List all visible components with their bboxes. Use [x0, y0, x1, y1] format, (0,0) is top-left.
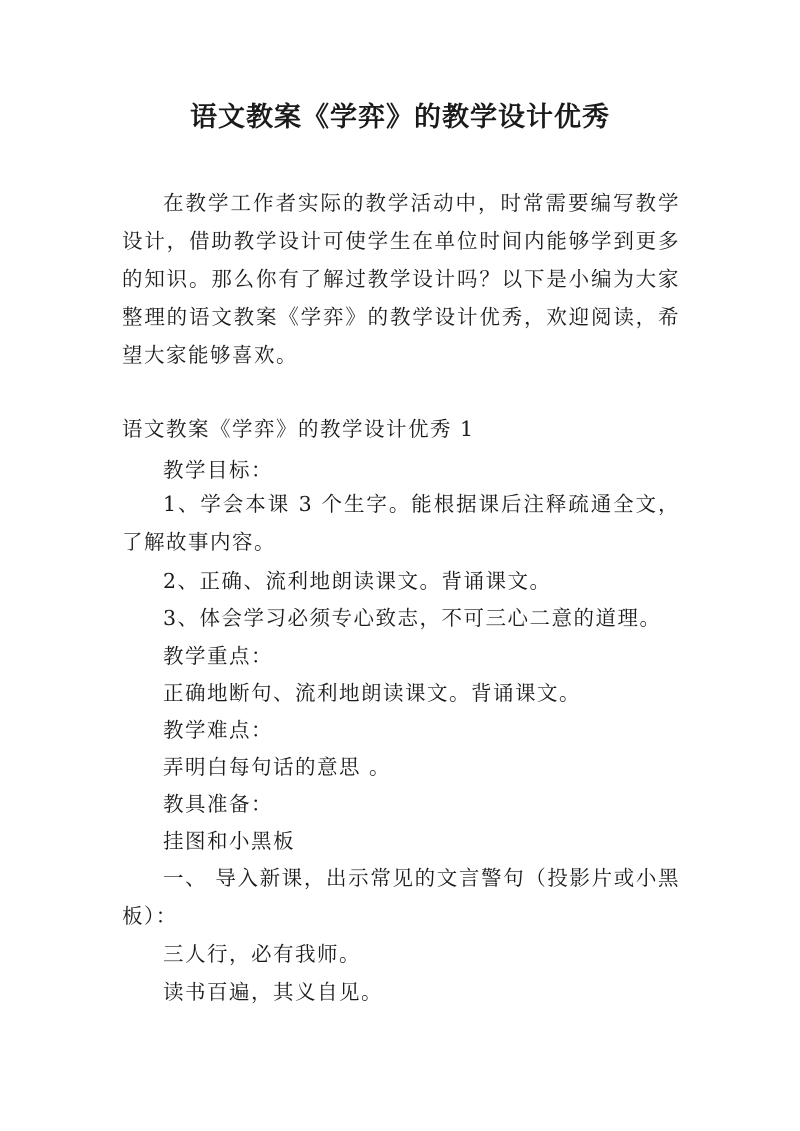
- goal-item-3: 3、体会学习必须专心致志，不可三心二意的道理。: [163, 606, 662, 630]
- goal-item-2: 2、正确、流利地朗读课文。背诵课文。: [163, 569, 552, 593]
- difficulties-label: 教学难点：: [163, 718, 273, 742]
- key-points-label: 教学重点：: [163, 644, 273, 668]
- step-1-paragraph: 一、 导入新课，出示常见的文言警句（投影片或小黑板）：: [122, 866, 680, 928]
- document-title: 语文教案《学弈》的教学设计优秀: [190, 102, 610, 133]
- tools-text: 挂图和小黑板: [163, 829, 295, 853]
- tools-label: 教具准备：: [163, 792, 273, 816]
- section-heading: 语文教案《学弈》的教学设计优秀 1: [122, 417, 475, 441]
- goals-label: 教学目标：: [163, 458, 273, 482]
- difficulties-text: 弄明白每句话的意思 。: [163, 755, 392, 779]
- quote-1: 三人行，必有我师。: [163, 942, 361, 966]
- quote-2: 读书百遍，其义自见。: [163, 980, 383, 1004]
- key-points-text: 正确地断句、流利地朗读课文。背诵课文。: [163, 681, 581, 705]
- goal-item-1: 1、学会本课 3 个生字。能根据课后注释疏通全文，了解故事内容。: [122, 492, 680, 554]
- intro-paragraph: 在教学工作者实际的教学活动中，时常需要编写教学设计，借助教学设计可使学生在单位时间内能够学到更多的知识。那么你有了解过教学设计吗？以下是小编为大家整理的语文教案《学弈》的教学设计优秀，欢迎阅读，希望大家能够喜欢。: [122, 191, 680, 367]
